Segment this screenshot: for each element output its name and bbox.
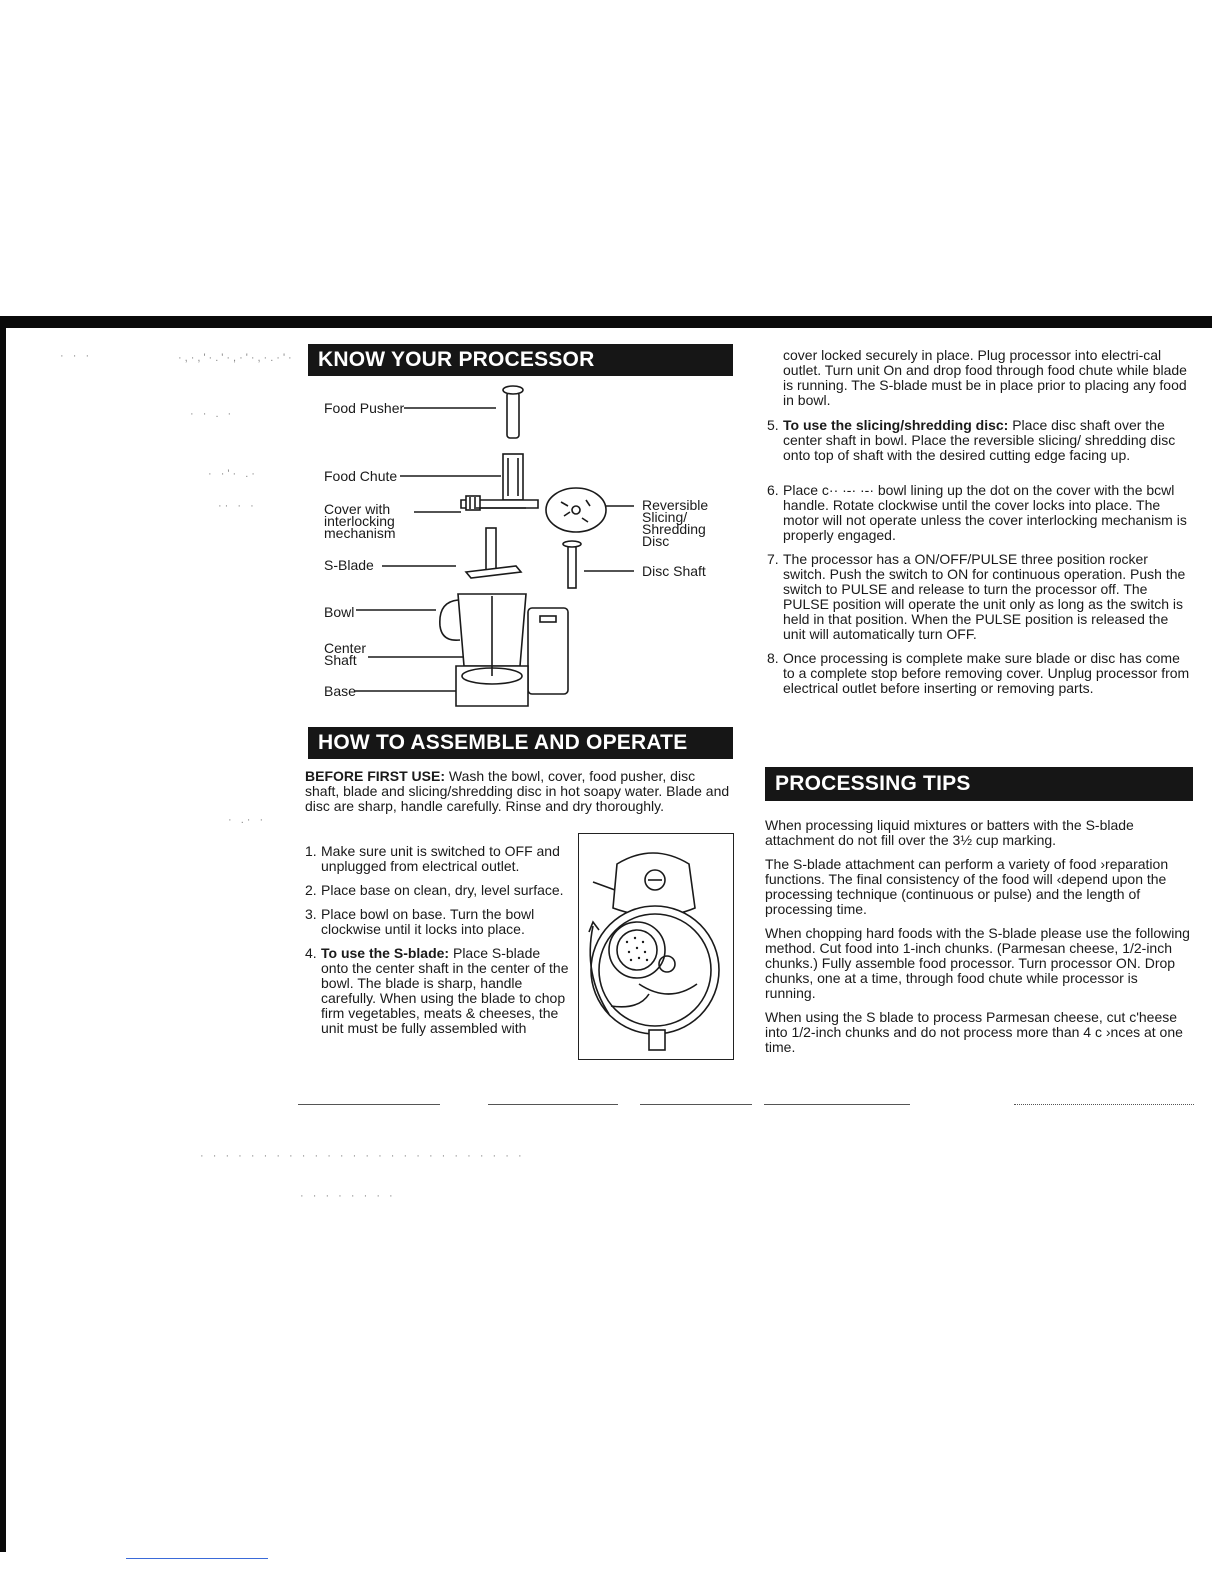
label-reversible-line1: Reversible — [642, 497, 709, 513]
step-label: To use the S-blade: — [321, 945, 450, 961]
bottom-rule-segment — [298, 1104, 440, 1105]
step-4 — [305, 946, 571, 1036]
tip-paragraph: The S-blade attachment can perform a variety of food ›reparation functions. The final consistency of the food will ‹depend upon the processing technique (continuous or pulse) and the length of processing time. — [765, 856, 1169, 917]
label-reversible-line4: Disc — [642, 533, 670, 549]
step-number: 4. — [305, 945, 317, 961]
exploded-view-illustration — [306, 376, 736, 721]
step-text: Once processing is complete make sure blade or disc has come to a complete stop before removing cover. Unplug processor from electrical outlet before inserting or removing parts. — [783, 650, 1190, 696]
know-your-processor-heading: KNOW YOUR PROCESSOR — [308, 344, 733, 376]
label-food-chute: Food Chute — [324, 468, 398, 484]
step-text: The processor has a ON/OFF/PULSE three position rocker switch. Push the switch to ON for continuous operation. Push the switch to PULSE and release to turn the processor off. The PULSE position will operate the unit only as long as the switch is held in that position. When the PULSE position is released the unit will automatically turn OFF. — [783, 551, 1186, 642]
label-disc-shaft: Disc Shaft — [642, 563, 706, 579]
bottom-rule-segment — [764, 1104, 910, 1105]
page-top-rule — [0, 316, 1212, 328]
processing-tips-text — [765, 818, 1191, 1064]
scan-noise: · · · — [60, 350, 93, 362]
processing-tips-heading: PROCESSING TIPS — [765, 767, 1193, 801]
step-6 — [767, 483, 1191, 543]
bottom-rule-segment — [640, 1104, 752, 1105]
step-label: To use the slicing/shredding disc: — [783, 417, 1009, 433]
bottom-rule-segment — [488, 1104, 618, 1105]
before-first-use-text: Wash the bowl, cover, food pusher, disc shaft, blade and slicing/shredding disc in hot soapy water. Blade and disc are sharp, handle carefully. Rinse and dry thoroughly. — [305, 768, 730, 814]
step-5 — [767, 418, 1191, 463]
cover-assembly-illustration — [578, 833, 734, 1060]
label-cover-line1: Cover with — [324, 501, 391, 517]
step-number: 7. — [767, 551, 779, 567]
step-4-continued: cover locked securely in place. Plug processor into electri-cal outlet. Turn unit On and drop food through food chute while blade is running. The S-blade must be in place prior to placing any food in bowl. — [783, 347, 1187, 408]
label-food-pusher: Food Pusher — [324, 400, 405, 416]
scan-noise: ·· · · — [218, 500, 257, 512]
step-8 — [767, 651, 1191, 696]
step-text: Place base on clean, dry, level surface. — [321, 882, 564, 898]
scan-noise: · · . · — [190, 408, 235, 420]
step-7 — [767, 552, 1191, 642]
before-first-use-label: BEFORE FIRST USE: — [305, 768, 446, 784]
step-text: Make sure unit is switched to OFF and unplugged from electrical outlet. — [321, 843, 560, 874]
page-left-rule — [0, 316, 6, 1552]
label-cover-line2: interlocking — [324, 513, 395, 529]
tip-paragraph: When chopping hard foods with the S-blade please use the following method. Cut food into 1-inch chunks. (Parmesan cheese, 1/2-inch chunks.) Fully assemble food processor. Turn processor ON. Drop chunks, one at a time, through food chute while processor is running. — [765, 925, 1190, 1001]
processor-diagram — [306, 376, 736, 721]
label-bowl: Bowl — [324, 604, 355, 620]
before-first-use-paragraph — [305, 769, 733, 814]
bottom-blue-rule — [126, 1558, 268, 1559]
tip-paragraph: When using the S blade to process Parmesan cheese, cut c'heese into 1/2-inch chunks and do not process more than 4 c ›nces at one time. — [765, 1009, 1183, 1055]
tip-paragraph: When processing liquid mixtures or batters with the S-blade attachment do not fill over the 3½ cup marking. — [765, 817, 1134, 848]
scan-noise: · .· · — [228, 814, 267, 826]
label-reversible-line2: Slicing/ — [642, 509, 688, 525]
step-text — [783, 418, 1191, 463]
step-number: 8. — [767, 650, 779, 666]
step-body: Place S-blade onto the center shaft in the center of the bowl. The blade is sharp, handle carefully. When using the blade to chop firm vegetables, meats & cheeses, the unit must be fully assembled with — [321, 945, 569, 1036]
scan-noise: · ·'· .· — [208, 468, 258, 480]
step-2 — [305, 883, 571, 898]
label-cover-line3: mechanism — [324, 525, 396, 541]
scan-noise: · · · · · · · · · · · · · · · · · · · · · · · · · · — [200, 1150, 525, 1162]
step-text — [321, 946, 571, 1036]
assembly-steps-list-continued — [767, 418, 1191, 696]
step-text: Place c·· ·-· ·-· bowl lining up the dot on the cover with the bcwl handle. Rotate clockwise until the cover locks into place. The motor will not operate unless the cover interlocking mechanism is properly engaged. — [783, 482, 1187, 543]
label-center-line2: Shaft — [324, 652, 357, 668]
step-number: 6. — [767, 482, 779, 498]
label-reversible-line3: Shredding — [642, 521, 706, 537]
scan-noise: · · · · · · · · — [300, 1190, 396, 1202]
step-number: 2. — [305, 882, 317, 898]
step-text: Place bowl on base. Turn the bowl clockwise until it locks into place. — [321, 906, 535, 937]
step-number: 3. — [305, 906, 317, 922]
label-center-line1: Center — [324, 640, 367, 656]
step-3 — [305, 907, 571, 937]
step-body: Place disc shaft over the center shaft in bowl. Place the reversible slicing/ shredding disc onto top of shaft with the desired cutting edge facing up. — [783, 417, 1176, 463]
cover-rotation-illustration — [579, 834, 732, 1058]
label-base: Base — [324, 683, 356, 699]
bottom-rule-segment — [1014, 1104, 1194, 1105]
step-number: 1. — [305, 843, 317, 859]
step-number: 5. — [767, 417, 779, 433]
scan-noise: ·,·,'·.'·,·'·,·.·'· — [178, 352, 295, 364]
assemble-operate-heading: HOW TO ASSEMBLE AND OPERATE — [308, 727, 733, 759]
assembly-steps-list — [305, 844, 571, 1036]
step-1 — [305, 844, 571, 874]
label-s-blade: S-Blade — [324, 557, 374, 573]
